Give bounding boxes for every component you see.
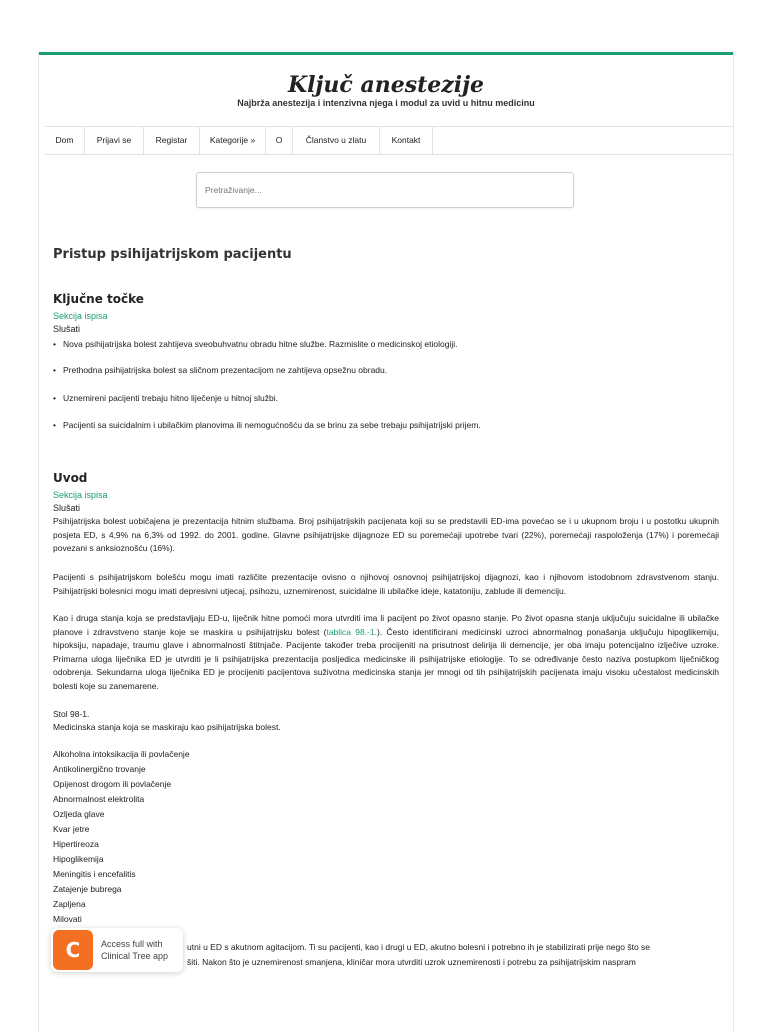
app-promo-banner[interactable] — [51, 928, 183, 972]
key-point-item: • Prethodna psihijatrijska bolest sa sličnom prezentacijom ne zahtijeva opsežnu obradu. — [53, 365, 387, 375]
app-promo-line-2: Clinical Tree app — [101, 951, 169, 961]
listen-button[interactable]: Slušati — [53, 503, 81, 513]
condition-item: Abnormalnost elektrolita — [53, 794, 145, 804]
condition-item: Ozljeda glave — [53, 809, 105, 819]
condition-item: Zapljena — [53, 899, 86, 909]
search-input[interactable] — [197, 173, 573, 207]
top-accent-bar — [39, 52, 733, 55]
nav-categories[interactable]: Kategorije » — [200, 127, 266, 154]
paragraph-line: utni u ED s akutnom agitacijom. Ti su pacijenti, kao i drugi u ED, akutno bolesni i potrebno ih je stabilizirati prije nego što se — [187, 942, 651, 952]
condition-item: Alkoholna intoksikacija ili povlačenje — [53, 749, 190, 759]
condition-item: Zatajenje bubrega — [53, 884, 122, 894]
main-nav — [45, 126, 733, 155]
nav-login[interactable]: Prijavi se — [85, 127, 144, 154]
nav-home[interactable]: Dom — [45, 127, 85, 154]
print-section-link[interactable]: Sekcija ispisa — [53, 311, 108, 321]
table-caption: Medicinska stanja koja se maskiraju kao psihijatrijska bolest. — [53, 722, 281, 732]
intro-heading: Uvod — [53, 471, 88, 485]
key-point-item: • Uznemireni pacijenti trebaju hitno liječenje u hitnoj službi. — [53, 393, 278, 403]
condition-item: Antikolinergično trovanje — [53, 764, 146, 774]
condition-item: Opijenost drogom ili povlačenje — [53, 779, 172, 789]
key-point-item: • Nova psihijatrijska bolest zahtijeva sveobuhvatnu obradu hitne službe. Razmislite o medicinskoj etiologiji. — [53, 339, 458, 349]
paragraph-text: Kao i druga stanja koja se predstavljaju ED-u, liječnik hitne pomoći mora utvrditi ima li pacijent po život opasno stanje. Po život opasna stanja uključuju suicidalne ili ubilačke planove i zdravstveno stanje koje se maskira u psihijatrijsku bolest ( — [53, 613, 719, 637]
condition-item: Hipertireoza — [53, 839, 99, 849]
table-link[interactable]: tablica 98.-1. — [326, 626, 378, 637]
nav-about[interactable]: O — [266, 127, 293, 154]
intro-paragraph-3 — [53, 612, 719, 693]
key-points-heading: Ključne točke — [53, 292, 144, 306]
condition-item: Kvar jetre — [53, 824, 90, 834]
nav-register[interactable]: Registar — [144, 127, 200, 154]
article-title: Pristup psihijatrijskom pacijentu — [53, 247, 292, 262]
site-title[interactable]: Ključ anestezije — [287, 72, 485, 98]
condition-item: Milovati — [53, 914, 82, 924]
paragraph-text: ). Često identificirani medicinski uzroci abnormalnog ponašanja uključuju hipoglikemiju, hipoksiju, napadaje, traumu glave i abnormalnosti štitnjače. Pacijente također treba procijeniti na prisutnost delirija ili demencije, jer oba imaju potencijalno izlječive uzroke. Primarna uloga liječnika ED je utvrditi je li psihijatrijska prezentacija posljedica medicinske ili psihijatrijske etiologije. To se određivanje često naziva postupkom liječničkog odobrenja. Sekundarna uloga liječnika ED je procijeniti pacijentova suživotna medicinska stanja jer mnogi od tih psihijatrijskih pacijenata imaju visoku učestalost medicinskih bolesti koje su zanemarene. — [53, 626, 719, 691]
paragraph-line: šiti. Nakon što je uznemirenost smanjena, kliničar mora utvrditi uzrok uznemirenosti i potrebu za psihijatrijskim naspram — [187, 957, 636, 967]
listen-button[interactable]: Slušati — [53, 324, 81, 334]
site-tagline: Najbrža anestezija i intenzivna njega i modul za uvid u hitnu medicinu — [237, 98, 535, 108]
search-box — [196, 172, 574, 208]
app-promo-text — [101, 938, 168, 962]
intro-paragraph-2: Pacijenti s psihijatrijskom bolešću mogu imati različite prezentacije ovisno o njihovoj osnovnoj psihijatrijskoj dijagnozi, kao i njihovom istodobnom zdravstvenom stanju. Psihijatrijski bolesnici mogu imati depresivni utjecaj, psihozu, uznemirenost, suicidalne ili ubilačke ideje, katatoniju, zablude ili demenciju. — [53, 572, 719, 596]
table-label: Stol 98-1. — [53, 709, 90, 719]
key-point-item: • Pacijenti sa suicidalnim i ubilačkim planovima ili nemogućnošću da se brinu za sebe trebaju psihijatrijski prijem. — [53, 420, 481, 430]
nav-contact[interactable]: Kontakt — [380, 127, 433, 154]
condition-item: Hipoglikemija — [53, 854, 104, 864]
print-section-link[interactable]: Sekcija ispisa — [53, 490, 108, 500]
nav-gold-membership[interactable]: Članstvo u zlatu — [293, 127, 380, 154]
app-promo-line-1: Access full with — [101, 939, 163, 949]
intro-paragraph-1: Psihijatrijska bolest uobičajena je prezentacija hitnim službama. Broj psihijatrijskih pacijenata koji su se predstavili ED-ima povećao se i u ukupnom broju i u postotku ukupnih posjeta ED, s 4,9% na 6,3% od 1992. do 2001. godine. Glavne psihijatrijske dijagnoze ED su poremećaji upotrebe tvari (22%), poremećaji raspoloženja (17%) i poremećaji povezani s anksioznošću (16%). — [53, 516, 719, 553]
clinical-tree-app-icon: C — [53, 930, 93, 970]
condition-item: Meningitis i encefalitis — [53, 869, 136, 879]
